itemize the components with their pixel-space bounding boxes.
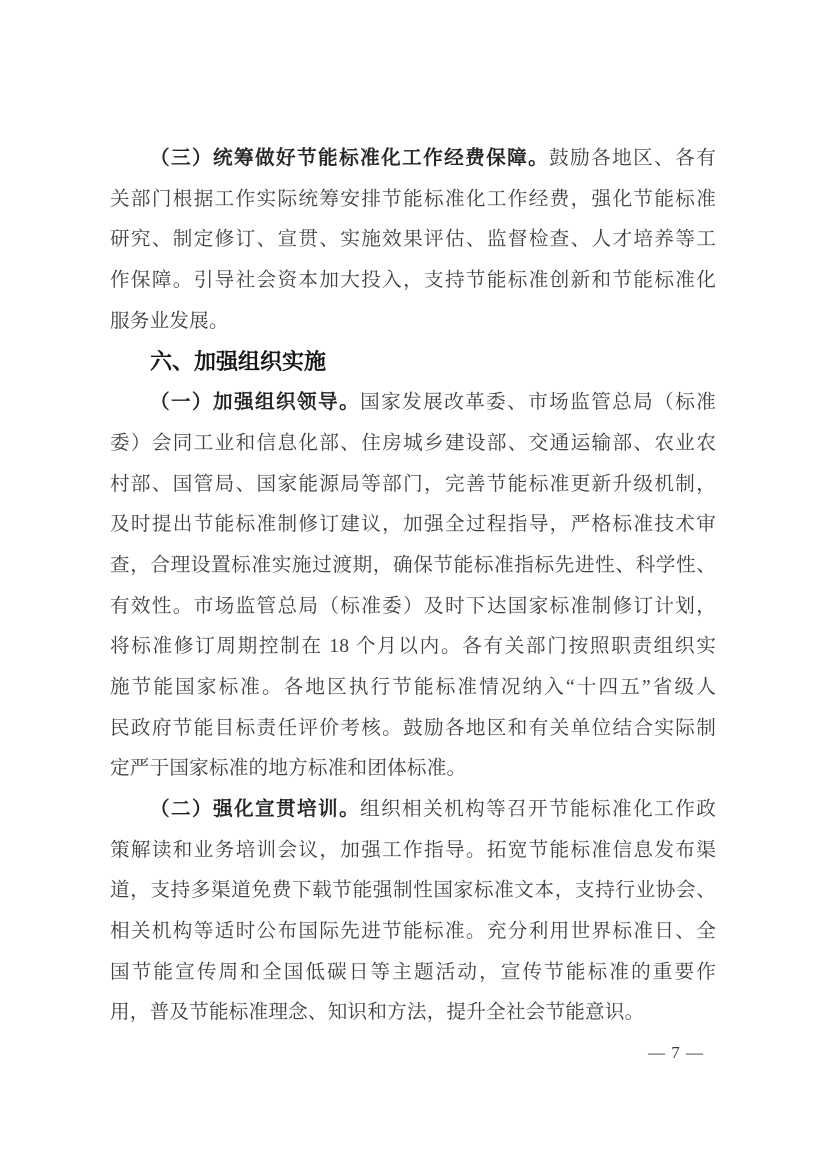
paragraph: [110, 790, 716, 1034]
line-text: 用，普及节能标准理念、知识和方法，提升全社会节能意识。: [110, 1002, 645, 1024]
text-line: [110, 912, 716, 953]
line-text: 策解读和业务培训会议，加强工作指导。拓宽节能标准信息发布渠: [110, 839, 716, 861]
text-line: [110, 749, 716, 790]
text-line: [110, 424, 716, 465]
line-text: 有效性。市场监管总局（标准委）及时下达国家标准制修订计划，: [110, 595, 716, 617]
section-heading: 六、加强组织实施: [150, 349, 327, 375]
text-line: [110, 465, 716, 506]
line-text: 施节能国家标准。各地区执行节能标准情况纳入“十四五”省级人: [110, 676, 716, 698]
line-text: 及时提出节能标准制修订建议，加强全过程指导，严格标准技术审: [110, 514, 716, 536]
line-text: 研究、制定修订、宣贯、实施效果评估、监督检查、人才培养等工: [110, 229, 716, 251]
line-text: 定严于国家标准的地方标准和团体标准。: [110, 758, 467, 780]
text-line: [110, 993, 716, 1034]
text-line: [110, 668, 716, 709]
line-text: 民政府节能目标责任评价考核。鼓励各地区和有关单位结合实际制: [110, 717, 716, 739]
paragraph: [110, 383, 716, 790]
document-body: [110, 139, 716, 1034]
text-line: [110, 383, 716, 424]
line-text: 村部、国管局、国家能源局等部门，完善节能标准更新升级机制，: [110, 473, 716, 495]
text-line: [110, 831, 716, 872]
line-text: 关部门根据工作实际统筹安排节能标准化工作经费，强化节能标准: [110, 188, 716, 210]
text-line: [110, 871, 716, 912]
line-text: 相关机构等适时公布国际先进节能标准。充分利用世界标准日、全: [110, 921, 716, 943]
text-line: [110, 587, 716, 628]
text-line: [110, 180, 716, 221]
line-text: 组织相关机构等召开节能标准化工作政: [360, 799, 716, 820]
line-text: 作保障。引导社会资本加大投入，支持节能标准创新和节能标准化: [110, 270, 716, 292]
line-text: 道，支持多渠道免费下载节能强制性国家标准文本，支持行业协会、: [110, 880, 716, 902]
paragraph-lead: （一）加强组织领导。: [150, 392, 361, 414]
line-text: 服务业发展。: [110, 310, 229, 332]
text-line: [110, 261, 716, 302]
line-text: 国节能宣传周和全国低碳日等主题活动，宣传节能标准的重要作: [110, 961, 716, 983]
line-text: 委）会同工业和信息化部、住房城乡建设部、交通运输部、农业农: [110, 432, 716, 454]
line-text: 将标准修订周期控制在 18 个月以内。各有关部门按照职责组织实: [110, 636, 716, 658]
line-text: 查，合理设置标准实施过渡期，确保节能标准指标先进性、科学性、: [110, 554, 716, 576]
text-line: [110, 790, 716, 831]
text-line: [110, 546, 716, 587]
text-line: [110, 709, 716, 750]
text-line: [110, 302, 716, 343]
line-text: 鼓励各地区、各有: [549, 148, 716, 169]
line-text: 国家发展改革委、市场监管总局（标准: [360, 392, 716, 414]
paragraph: [110, 139, 716, 342]
text-line: [110, 627, 716, 668]
page-number: — 7 —: [648, 1043, 704, 1062]
text-line: [110, 505, 716, 546]
text-line: [110, 953, 716, 994]
paragraph-lead: （二）强化宣贯培训。: [150, 799, 361, 820]
paragraph-lead: （三）统筹做好节能标准化工作经费保障。: [150, 148, 550, 169]
text-line: [110, 139, 716, 180]
text-line: [110, 220, 716, 261]
